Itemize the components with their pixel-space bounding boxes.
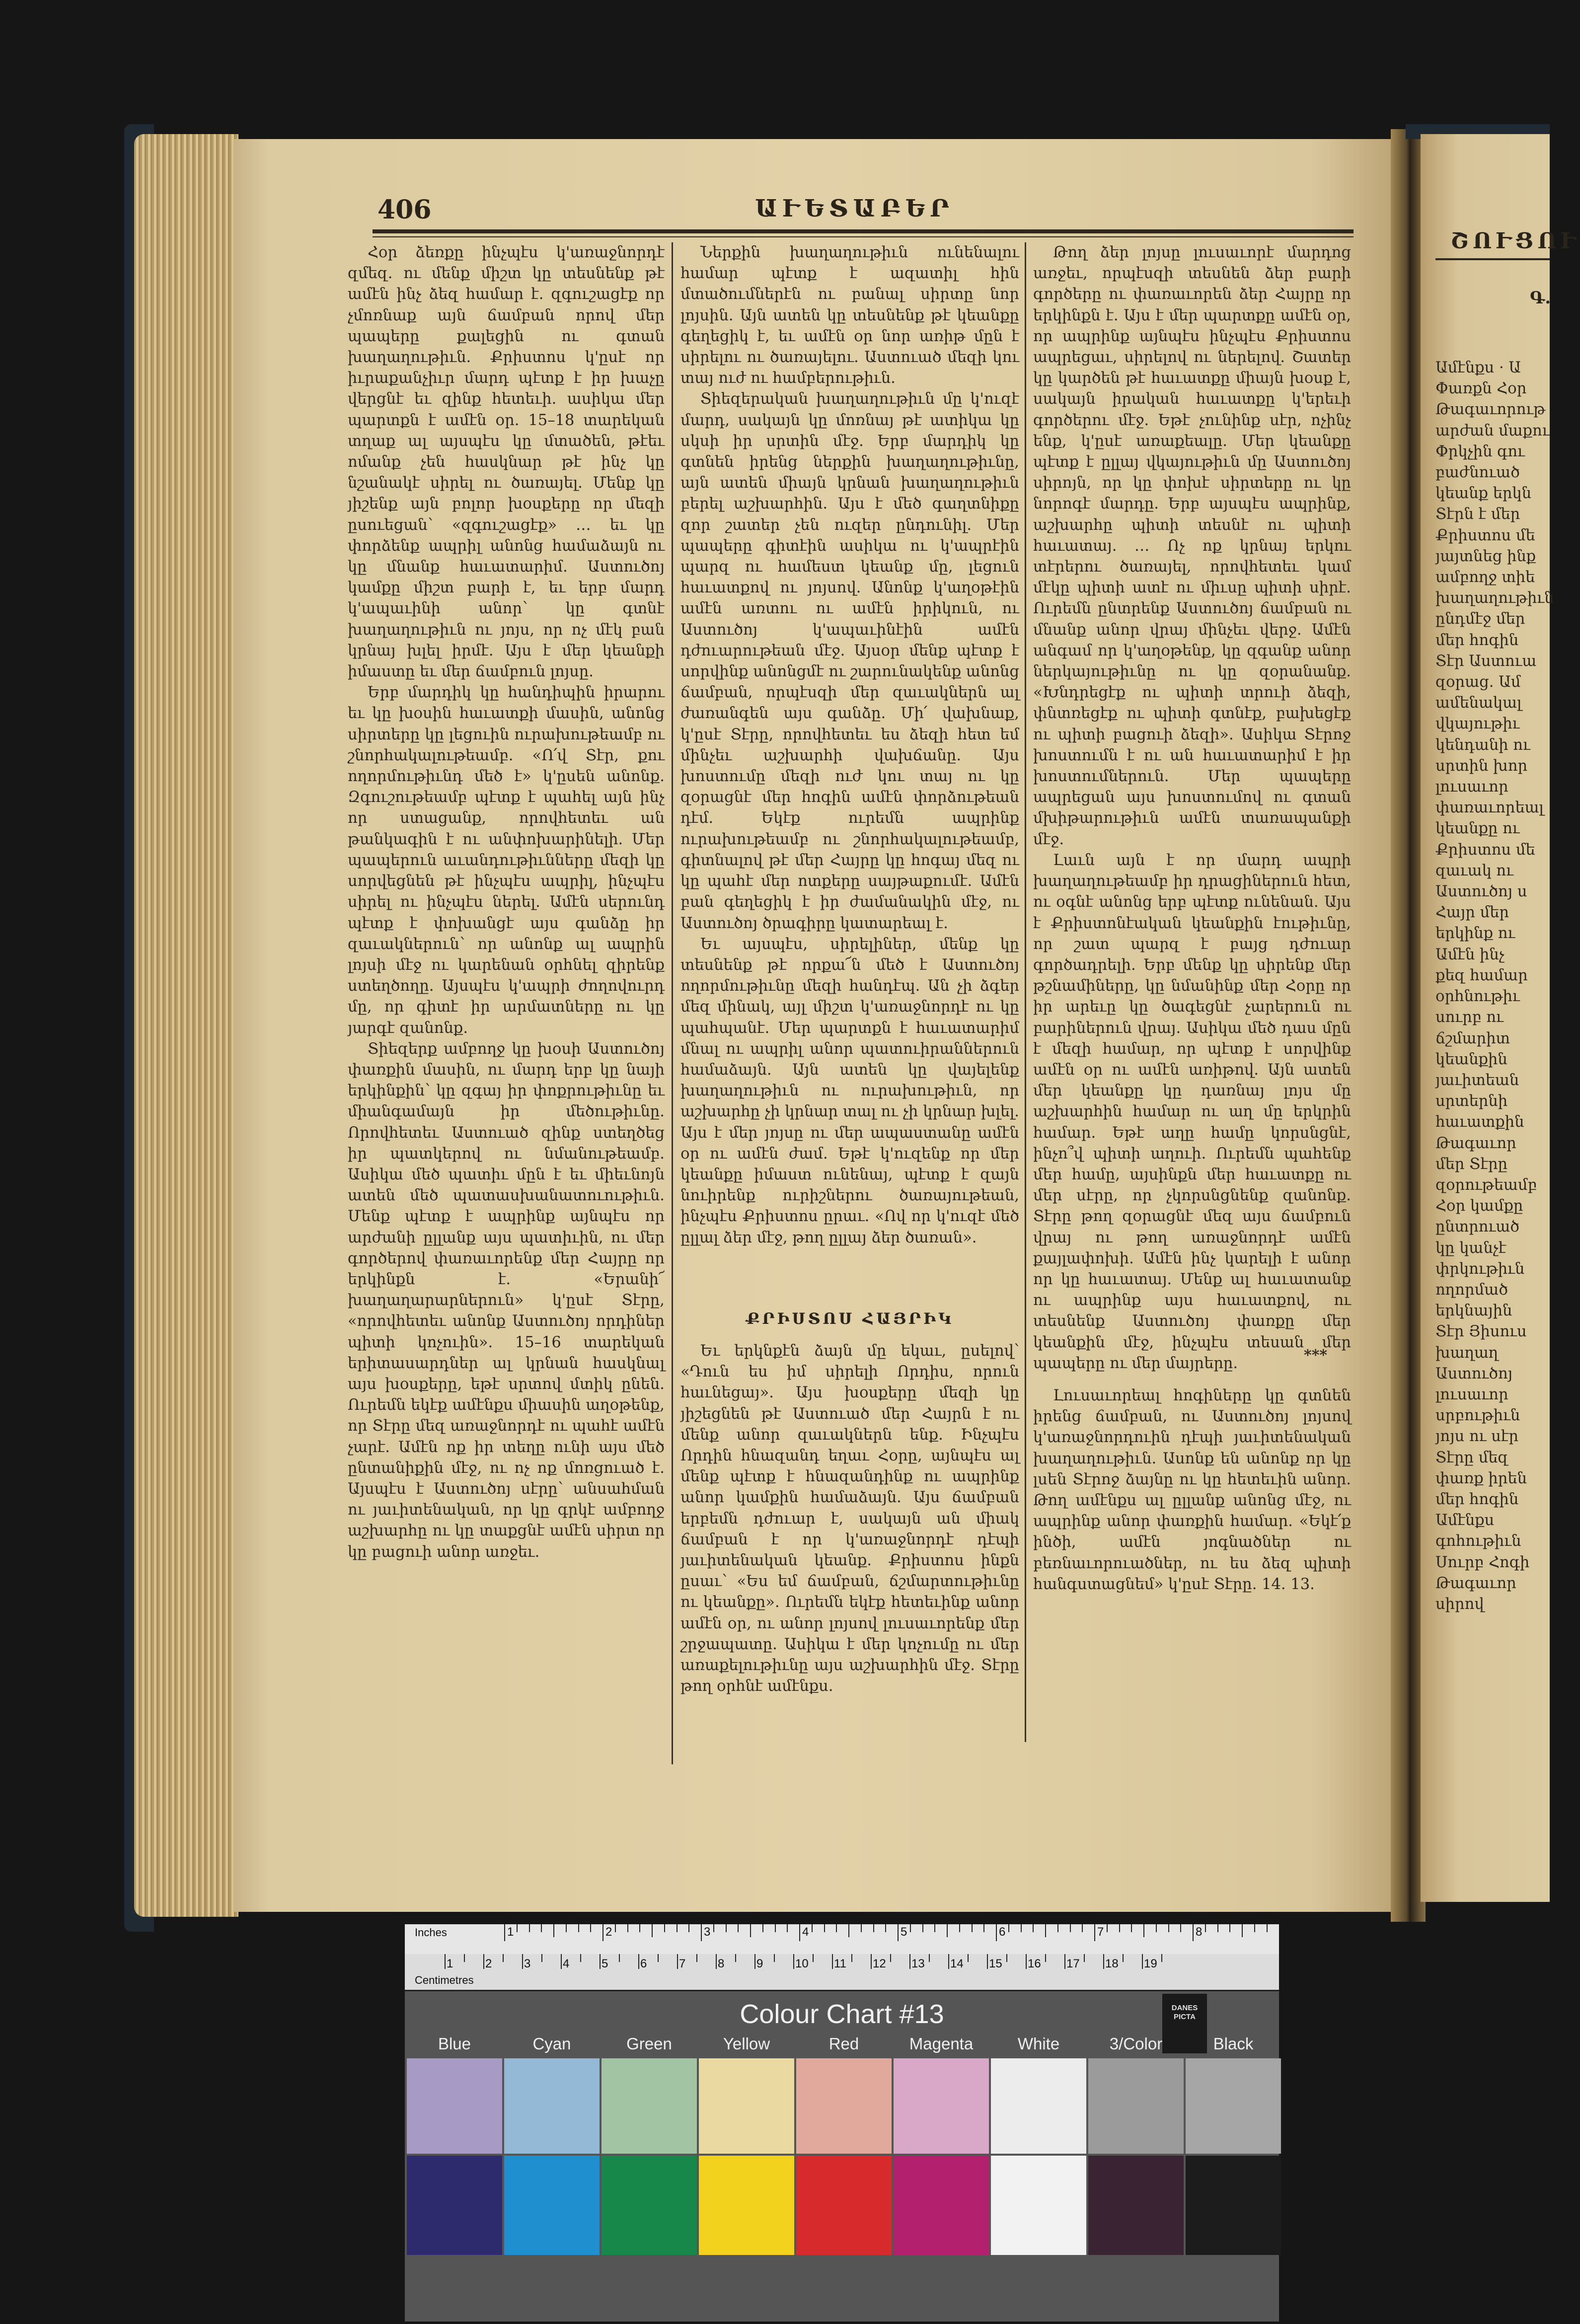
right-page-line: յոյս ու սէր [1435, 1428, 1519, 1446]
paragraph: Թող ձեր լոյսը լուսաւորէ մարդոց առջեւ, որպէսզի տեսնեն ձեր բարի գործերը ու փառաւորեն ձեր Հայրը որ երկինքն է. Այս է մեր պարտքը ամէն օր, որ ապրինք այնպէս ինչպէս Քրիստոս ապրեցաւ, սիրելով ու ներելով. Շատեր կը կարծեն թէ հաւատքը միայն խօսք է, սակայն իրական հաւատքը կ'երեւի գործերու մէջ. Եթէ չունինք սէր, ոչինչ ենք, կ'ըսէ առաքեալը. Մեր կեանքը պէտք է ըլլայ վկայութիւն մը Աստուծոյ սիրոյն, որ կը փոխէ սիրտերը ու կը նորոգէ մարդը. Երբ այսպէս ապրինք, աշխարհը պիտի տեսնէ ու պիտի հաւատայ. … Ոչ ոք կրնայ երկու տէրերու ծառայել, որովհետեւ կամ մէկը պիտի ատէ ու միւսը պիտի սիրէ. Ուրեմն ընտրենք Աստուծոյ ճամբան ու մնանք անոր վրայ մինչեւ վերջ. Ամէն անգամ որ կ'աղօթենք, կը զգանք անոր ներկայութիւնը ու կը զօրանանք. «Խնդրեցէք ու պիտի տրուի ձեզի, փնտռեցէք ու պիտի գտնէք, բախեցէք ու պիտի բացուի ձեզի». Ասիկա Տէրոջ խոստումն է ու ան հաւատարիմ է իր խոստումներուն. Մեր պապերը ապրեցան այս խոստումով ու գտան մխիթարութիւն ամէն տառապանքի մէջ. [1033, 244, 1351, 848]
inch-subtick [885, 1924, 886, 1932]
colour-chart-target [405, 1924, 1279, 2322]
cm-tick [987, 1954, 988, 1969]
inch-subtick [959, 1924, 960, 1932]
colour-chart-title: Colour Chart #13 [740, 1999, 944, 2029]
inch-subtick [873, 1924, 874, 1932]
cm-half-tick [1006, 1954, 1007, 1962]
book-page-edges [134, 134, 238, 1917]
right-page-line: բաժնուած [1435, 464, 1520, 482]
cm-tick-label: 6 [640, 1957, 647, 1970]
swatch-label: Black [1213, 2034, 1254, 2053]
cm-tick [716, 1954, 717, 1969]
inch-subtick [688, 1924, 689, 1932]
cm-tick-label: 5 [602, 1957, 608, 1970]
swatch-label: 3/Color [1109, 2034, 1163, 2053]
inch-subtick [652, 1924, 653, 1937]
inch-subtick [1119, 1924, 1120, 1932]
right-page-line: կեանքը ու [1435, 820, 1520, 838]
right-page-line: Աստուծոյ [1435, 1365, 1513, 1382]
inch-subtick [1033, 1924, 1034, 1932]
inch-subtick [1242, 1924, 1243, 1937]
right-page-line: ընտրուած [1435, 1218, 1519, 1236]
right-page-line: Թագաւորութ [1435, 401, 1546, 419]
swatch-solid [407, 2156, 502, 2255]
cm-tick [948, 1954, 949, 1969]
right-page-line: կը կանչէ [1435, 1239, 1506, 1257]
cm-half-tick [541, 1954, 542, 1962]
right-page-line: սրտերնի [1435, 1092, 1508, 1110]
paragraph: Հօր ձեռքը ինչպէս կ'առաջնորդէ զմեզ. ու մենք միշտ կը տեսնենք թէ ամէն ինչ ձեզ համար է. զգուշացէք որ չմոռնաք այն ճամբան որով մեր պապերը քալեցին ու գտան խաղաղութիւն. Քրիստոս կ'ըսէ որ իւրաքանչիւր մարդ պէտք է իր խաչը վերցնէ եւ զինք հետեւի. ասիկա մեր պարտքն է ամէն օր. 15–18 տարեկան տղաք ալ այսպէս կը մտածեն, թէեւ ոմանք չեն հասկնար թէ ինչ կը նշանակէ սիրել ու ծառայել. Մենք կը յիշենք այն բոլոր խօսքերը որ մեզի ըսուեցան՝ «զգուշացէք» … եւ կը փորձենք ապրիլ անոնց համաձայն ու կը մնանք հաւատարիմ. Աստուծոյ կամքը միշտ բարի է, եւ երբ մարդ կ'ապաւինի անոր՝ կը գտնէ խաղաղութիւն ու յոյս, որ ոչ մէկ բան կրնայ խլել իրմէ. Այս է մեր կեանքի իմաստը եւ մեր ճամբուն լոյսը. [348, 244, 665, 681]
cm-half-tick [580, 1954, 581, 1962]
cm-half-tick [1123, 1954, 1124, 1962]
inch-subtick [541, 1924, 542, 1932]
right-page-line: Աստուծոյ ս [1435, 883, 1527, 901]
inch-subtick [1131, 1924, 1132, 1932]
right-page-line: զօրութեամբ [1435, 1176, 1537, 1194]
paragraph: Երբ մարդիկ կը հանդիպին իրարու եւ կը խօսին հաւատքի մասին, անոնց սիրտերը կը լեցուին ուրախութեամբ ու շնորհակալութեամբ. «Ո՛վ Տէր, քու ողորմութիւնդ մեծ է» կ'ըսեն անոնք. Զգուշութեամբ պէտք է պահել այն ինչ որ ստացանք, որովհետեւ ան թանկագին է ու անփոխարինելի. Մեր պապերուն աւանդութիւնները մեզի կը սորվեցնեն թէ ինչպէս ապրիլ, ինչպէս սիրել ու ինչպէս ներել. Ամէն սերունդ պէտք է փոխանցէ այս գանձը իր զաւակներուն՝ որ անոնք ալ ապրին լոյսի մէջ ու կարենան օրհնել զիրենք ստեղծողը. Այսպէս կ'ապրի ժողովուրդ մը, որ գիտէ իր արմատները ու կը յարգէ զանոնք. [348, 684, 665, 1037]
right-page-line: սրբութիւն [1435, 1407, 1520, 1425]
swatch-solid [1088, 2156, 1184, 2255]
column-rule-1 [672, 242, 673, 1764]
inch-subtick [627, 1924, 628, 1932]
right-page-line: երկինք ու [1435, 925, 1515, 943]
cm-tick-label: 1 [447, 1957, 453, 1970]
right-page-line: խաղաղ [1435, 1344, 1499, 1362]
inch-tick [996, 1924, 997, 1941]
right-page-line: զաւակ ու [1435, 862, 1513, 879]
cm-half-tick [890, 1954, 891, 1962]
right-page-line: Ամէնքս [1435, 1512, 1495, 1529]
column-rule-2 [1025, 242, 1026, 1742]
inch-subtick [824, 1924, 825, 1932]
paragraph: Լուսաւորեալ հոգիները կը գտնեն իրենց ճամբան, ու Աստուծոյ լոյսով կ'առաջնորդուին դէպի յաւիտենական խաղաղութիւն. Ասոնք են անոնք որ կը լսեն Տէրոջ ձայնը ու կը հետեւին անոր. Թող ամէնքս ալ ըլլանք անոնց մէջ, ու ապրինք անոր փառքին համար. «Եկէ՛ք ինծի, ամէն յոգնածներ ու բեռնաւորուածներ, ու ես ձեզ պիտի հանգստացնեմ» կ'ըսէ Տէրը. 14. 13. [1033, 1387, 1351, 1593]
right-page-line: յայտնեց ինք [1435, 547, 1536, 565]
inch-subtick [1229, 1924, 1230, 1932]
inch-subtick [836, 1924, 837, 1932]
inch-subtick [910, 1924, 911, 1932]
cm-tick-label: 2 [485, 1957, 492, 1970]
cm-half-tick [1084, 1954, 1085, 1962]
text-column-2-continued [680, 1341, 1019, 1758]
right-page-line: ընդմէջ մեր [1435, 610, 1525, 628]
inch-subtick [738, 1924, 739, 1932]
right-page-line: Թագաւոր [1435, 1574, 1516, 1592]
swatch-light [602, 2058, 697, 2154]
swatch-label: White [1017, 2034, 1060, 2053]
swatch-label: Green [626, 2034, 672, 2053]
right-page-line: Տէր Աստուա [1435, 652, 1537, 670]
cm-tick [1064, 1954, 1065, 1969]
right-page-column [1435, 358, 1554, 1847]
inches-label: Inches [415, 1926, 447, 1939]
inch-subtick [1254, 1924, 1255, 1932]
right-page-sub: Գ. [1530, 288, 1551, 308]
cm-tick [600, 1954, 601, 1969]
paragraph: Տիեզերք ամբողջ կը խօսի Աստուծոյ փառքին մասին, ու մարդ երբ կը նայի երկինքին՝ կը զգայ իր փոքրութիւնը եւ միանգամայն իր մեծութիւնը. Որովհետեւ Աստուած զինք ստեղծեց իր պատկերով ու նմանութեամբ. Ասիկա մեծ պատիւ մըն է եւ միեւնոյն ատեն մեծ պատասխանատուութիւն. Մենք պէտք է ապրինք այնպէս որ արժանի ըլլանք այս պատիւին, ու մեր գործերով փառաւորենք մեր Հայրը որ երկինքն է. «Երանի՜ խաղաղարարներուն» կ'ըսէ Տէրը, «որովհետեւ անոնք Աստուծոյ որդիներ պիտի կոչուին». 15–16 տարեկան երիտասարդներ ալ կրնան հասկնալ այս խօսքերը, եթէ սրտով մտիկ ընեն. Ուրեմն եկէք ամէնքս միասին աղօթենք, որ Տէրը մեզ առաջնորդէ ու պահէ ամէն չարէ. Ամէն ոք իր տեղը ունի այս մեծ ընտանիքին մէջ, ու ոչ ոք մոռցուած է. Այսպէս է Աստուծոյ սէրը՝ անսահման ու յաւիտենական, որ կը գրկէ ամբողջ աշխարհը ու կը տաքցնէ ամէն սիրտ որ կը բացուի անոր առջեւ. [348, 1040, 665, 1561]
cm-tick-label: 4 [563, 1957, 570, 1970]
swatch-light [894, 2058, 989, 2154]
swatch-solid [894, 2156, 989, 2255]
right-page-line: Տէր Յիսուս [1435, 1323, 1527, 1341]
right-page-line: Քրիստոս մե [1435, 841, 1535, 859]
swatch-solid [504, 2156, 600, 2255]
right-page-line: հաւատքին [1435, 1113, 1524, 1131]
cm-tick-label: 19 [1144, 1957, 1157, 1970]
right-page-line: մեր հոգին [1435, 1490, 1519, 1508]
text-column-1 [348, 242, 665, 1759]
right-page-running-head: ՇՈՒՑՈՒ [1450, 228, 1580, 254]
inch-subtick [639, 1924, 640, 1932]
right-page-line: կեանք երկն [1435, 485, 1532, 503]
right-page-line: սիրով [1435, 1595, 1484, 1613]
swatch-light [504, 2058, 600, 2154]
inch-tick-label: 3 [704, 1925, 711, 1939]
right-page-line: մեր հոգին [1435, 631, 1519, 649]
inch-tick-label: 1 [507, 1925, 514, 1939]
inch-subtick [1205, 1924, 1206, 1932]
cm-tick-label: 8 [718, 1957, 725, 1970]
inch-subtick [590, 1924, 591, 1932]
swatch-label: Magenta [909, 2034, 974, 2053]
cm-tick-label: 9 [756, 1957, 763, 1970]
cm-half-tick [851, 1954, 852, 1962]
inch-subtick [1168, 1924, 1169, 1932]
centimetre-ruler [405, 1954, 1279, 1991]
inch-subtick [713, 1924, 714, 1932]
cm-tick-label: 10 [795, 1957, 809, 1970]
right-page-line: Ամէն ինչ [1435, 945, 1505, 963]
inch-subtick [861, 1924, 862, 1932]
section-heading: ՔՐԻՍՏՈՍ ՀԱՅՐԻԿ [746, 1310, 954, 1328]
cm-half-tick [929, 1954, 930, 1962]
header-rule [373, 229, 1354, 233]
text-column-2 [680, 242, 1019, 1301]
centimetres-label: Centimetres [415, 1974, 474, 1986]
inch-tick [602, 1924, 603, 1941]
cm-tick [754, 1954, 755, 1969]
inch-subtick [1180, 1924, 1181, 1932]
cm-tick [832, 1954, 833, 1969]
inch-subtick [578, 1924, 579, 1932]
inch-subtick [1267, 1924, 1268, 1932]
inch-tick-label: 5 [901, 1925, 907, 1939]
cm-half-tick [658, 1954, 659, 1962]
cm-half-tick [813, 1954, 814, 1962]
cm-tick-label: 16 [1028, 1957, 1041, 1970]
inch-subtick [1045, 1924, 1046, 1937]
cm-tick [1026, 1954, 1027, 1969]
inch-subtick [848, 1924, 849, 1937]
inch-subtick [1008, 1924, 1009, 1932]
paragraph: Ներքին խաղաղութիւն ունենալու համար պէտք է ազատիլ հին մտածումներէն ու բանալ սիրտը նոր լոյսին. Այն ատեն կը տեսնենք թէ կեանքը գեղեցիկ է, եւ ամէն օր նոր առիթ մըն է սիրելու ու ծառայելու. Աստուած մեզի կու տայ ուժ ու համբերութիւն. [680, 244, 1019, 387]
cm-tick-label: 7 [679, 1957, 686, 1970]
inch-subtick [1021, 1924, 1022, 1932]
inch-subtick [529, 1924, 530, 1932]
right-page-line: վկայութիւ [1435, 715, 1520, 733]
paragraph: Լաւն այն է որ մարդ ապրի խաղաղութեամբ իր դրացիներուն հետ, ու օգնէ անոնց երբ պէտք ունենան. Այս է Քրիստոնէական կեանքին էութիւնը, որ շատ պարզ է բայց դժուար գործադրելի. Երբ մենք կը սիրենք մեր թշնամիները, կը նմանինք մեր Հօրը որ իր արեւը կը ծագեցնէ չարերուն ու բարիներուն վրայ. Ասիկա մեծ դաս մըն է մեզի համար, որ պէտք է սորվինք ամէն օր ու ամէն առիթով. Այն ատեն մեր կեանքը կը դառնայ լոյս մը աշխարհին համար ու աղ մը երկրին համար. Եթէ աղը համը կորսնցնէ, ինչո՞վ պիտի աղուի. Ուրեմն պահենք մեր համը, այսինքն մեր հաւատքը ու մեր սէրը, որ չկորսնցնենք զանոնք. Տէրը թող զօրացնէ մեզ այս ճամբուն վրայ ու թող առաջնորդէ ամէն քայլափոխի. Ամէն ինչ կարելի է անոր որ կը հաւատայ. Մենք ալ հաւատանք ու ապրինք այս հաւատքով, ու տեսնենք Աստուծոյ փառքը մեր կեանքին մէջ, ինչպէս տեսան մեր պապերը ու մեր մայրերը. [1033, 851, 1351, 1372]
swatch-light [796, 2058, 892, 2154]
right-page-line: երկնային [1435, 1302, 1512, 1320]
inch-subtick [615, 1924, 616, 1932]
inch-subtick [1156, 1924, 1157, 1932]
swatch-label: Blue [438, 2034, 471, 2053]
right-page-line: ամենակալ [1435, 694, 1522, 712]
cm-tick-label: 14 [950, 1957, 964, 1970]
right-page-line: Թագաւոր [1435, 1134, 1516, 1152]
cm-tick [561, 1954, 562, 1969]
inch-tick-label: 2 [605, 1925, 612, 1939]
cm-tick [909, 1954, 910, 1969]
inch-subtick [972, 1924, 973, 1932]
swatch-light [1088, 2058, 1184, 2154]
right-page-line: ամբողջ տիե [1435, 569, 1535, 586]
right-page-line: լուսաւոր [1435, 1385, 1508, 1403]
right-page-line: Քրիստոս մե [1435, 526, 1535, 544]
swatch-light [407, 2058, 502, 2154]
swatch-label: Yellow [723, 2034, 770, 2053]
inch-tick-label: 7 [1097, 1925, 1104, 1939]
right-page-line: մեր Տէրը [1435, 1155, 1508, 1173]
swatch-label: Cyan [532, 2034, 571, 2053]
cm-tick [793, 1954, 794, 1969]
cm-tick-label: 12 [873, 1957, 886, 1970]
swatch-label: Red [828, 2034, 859, 2053]
inch-subtick [664, 1924, 665, 1932]
paragraph: Եւ այսպէս, սիրելիներ, մենք կը տեսնենք թէ որքա՜ն մեծ է Աստուծոյ ողորմութիւնը մեզի հանդէպ. Ան չի ձգեր մեզ մինակ, այլ միշտ կ'առաջնորդէ ու կը պահպանէ. Մեր պարտքն է հաւատարիմ մնալ ու ապրիլ անոր պատուիրաններուն համաձայն. Այն ատեն կը վայելենք խաղաղութիւն ու ուրախութիւն, որ աշխարհը չի կրնար տալ ու չի կրնար խլել. Այս է մեր յոյսը ու մեր ապաստանը ամէն օր ու ամէն ժամ. Եթէ կ'ուզենք որ մեր կեանքը իմաստ ունենայ, պէտք է զայն նուիրենք ուրիշներու ծառայութեան, ինչպէս Քրիստոս ըրաւ. «Ով որ կ'ուզէ մեծ ըլլալ ձեր մէջ, թող ըլլայ ձեր ծառան». [680, 935, 1019, 1246]
inch-subtick [566, 1924, 567, 1932]
right-page-line: քեզ համար [1435, 966, 1528, 984]
text-column-3 [1033, 242, 1351, 1372]
swatch-solid [991, 2156, 1086, 2255]
right-page-line: Սուրբ Հոգի [1435, 1553, 1530, 1571]
right-page-line: փառաւորեալ [1435, 799, 1544, 817]
cm-tick-label: 18 [1105, 1957, 1119, 1970]
right-page-line: կենդանի ու [1435, 736, 1530, 754]
right-page-line: սրտին խոր [1435, 757, 1528, 775]
right-page-line: Տէրն է մեր [1435, 506, 1520, 523]
inch-subtick [812, 1924, 813, 1932]
cm-half-tick [1161, 1954, 1162, 1962]
inch-subtick [1217, 1924, 1218, 1932]
right-page-line: Տէրը մեզ [1435, 1449, 1508, 1466]
cm-half-tick [464, 1954, 465, 1962]
inch-subtick [934, 1924, 935, 1932]
cm-half-tick [503, 1954, 504, 1962]
text-column-3-closing [1033, 1385, 1351, 1595]
right-page-line: լուսաւոր [1435, 778, 1508, 796]
cm-half-tick [1045, 1954, 1046, 1962]
cm-tick [638, 1954, 639, 1969]
inch-subtick [787, 1924, 788, 1932]
cm-half-tick [735, 1954, 736, 1962]
right-page-line: կեանքին [1435, 1050, 1507, 1068]
cm-tick-label: 15 [989, 1957, 1002, 1970]
swatch-light [699, 2058, 794, 2154]
paragraph: Եւ երկնքէն ձայն մը եկաւ, ըսելով՝ «Դուն ես իմ սիրելի Որդիս, որուն հաւնեցայ». Այս խօսքերը մեզի կը յիշեցնեն թէ Աստուած մեր Հայրն է ու մենք անոր զաւակներն ենք. Ինչպէս Որդին հնազանդ եղաւ Հօրը, այնպէս ալ մենք պէտք է հնազանդինք ու ապրինք անոր կամքին համաձայն. Այս ճամբան երբեմն դժուար է, սակայն ան միակ ճամբան է որ կ'առաջնորդէ դէպի յաւիտենական կեանք. Քրիստոս ինքն ըսաւ՝ «Ես եմ ճամբան, ճշմարտութիւնը ու կեանքը». Ուրեմն եկէք հետեւինք անոր ամէն օր, ու անոր լոյսով լուսաւորենք մեր շրջապատը. Ասիկա է մեր կոչումը ու մեր առաքելութիւնը այս աշխարհին մէջ. Տէրը թող օրհնէ ամէնքս. [680, 1342, 1019, 1695]
inch-subtick [947, 1924, 948, 1937]
cm-tick [445, 1954, 446, 1969]
cm-half-tick [619, 1954, 620, 1962]
logo-text: DANES PICTA [1171, 2004, 1198, 2021]
inch-tick [1094, 1924, 1095, 1941]
inch-subtick [775, 1924, 776, 1932]
inch-tick [701, 1924, 702, 1941]
cm-tick [1142, 1954, 1143, 1969]
cm-tick [1103, 1954, 1104, 1969]
cm-tick [483, 1954, 484, 1969]
inch-subtick [983, 1924, 984, 1932]
header-rule-thin [373, 236, 1354, 237]
right-page-line: Հօր կամքը [1435, 1197, 1523, 1215]
right-page-line: ճշմարիտ [1435, 1029, 1510, 1047]
right-page-line: խաղաղութիւն [1435, 589, 1554, 607]
inch-subtick [922, 1924, 923, 1932]
cm-tick-label: 3 [524, 1957, 531, 1970]
swatch-solid [796, 2156, 892, 2255]
page-number: 406 [377, 195, 432, 225]
cm-half-tick [774, 1954, 775, 1962]
right-page-rule [1435, 258, 1550, 260]
inch-subtick [1082, 1924, 1083, 1932]
cm-tick-label: 17 [1066, 1957, 1080, 1970]
swatch-light [991, 2058, 1086, 2154]
inch-tick [504, 1924, 505, 1941]
right-page-line: Հայր մեր [1435, 904, 1509, 922]
inch-tick-label: 8 [1196, 1925, 1203, 1939]
right-page-line: ողորմած [1435, 1281, 1508, 1299]
cm-half-tick [968, 1954, 969, 1962]
right-page-line: զօրաց. Ամ [1435, 673, 1521, 691]
inch-subtick [1143, 1924, 1144, 1937]
right-page-line: փառք իրեն [1435, 1469, 1527, 1487]
section-divider-stars: *** [1304, 1347, 1328, 1364]
cm-tick-label: 13 [911, 1957, 925, 1970]
right-page-line: օրհնութիւ [1435, 988, 1520, 1006]
right-page-line: յաւիտեան [1435, 1071, 1519, 1089]
inch-subtick [762, 1924, 763, 1932]
swatch-solid [1186, 2156, 1281, 2255]
right-page-line: փրկութիւն [1435, 1260, 1525, 1278]
inch-subtick [750, 1924, 751, 1937]
paragraph: Տիեզերական խաղաղութիւն մը կ'ուզէ մարդ, սակայն կը մոռնայ թէ ատիկա կը սկսի իր սրտին մէջ. Երբ մարդիկ կը գտնեն իրենց ներքին խաղաղութիւնը, այն ատեն միայն կրնան խաղաղութիւն բերել աշխարհին. Այս է մեծ գաղտնիքը զոր շատեր չեն ուզեր ընդունիլ. Մեր պապերը գիտէին ասիկա ու կ'ապրէին պարզ ու համեստ կեանք մը, լեցուն հաւատքով ու յոյսով. Անոնք կ'աղօթէին ամէն առտու ու ամէն իրիկուն, ու Աստուծոյ կ'ապաւինէին ամէն դժուարութեան մէջ. Այսօր մենք պէտք է սորվինք անոնցմէ ու շարունակենք անոնց ճամբան, որպէսզի մեր զաւակներն ալ ժառանգեն այս գանձը. Մի՛ վախնաք, կ'ըսէ Տէրը, որովհետեւ ես ձեզի հետ եմ մինչեւ աշխարհի վախճանը. Այս խոստումը մեզի ուժ կու տայ ու կը զօրացնէ մեր հոգին ամէն փորձութեան դէմ. Եկէք ուրեմն ապրինք ուրախութեամբ ու շնորհակալութեամբ, գիտնալով թէ մեր Հայրը կը հոգայ մեզ ու կը պահէ մեր ոտքերը սայթաքումէ. Ամէն բան գեղեցիկ է իր ժամանակին մէջ, ու Աստուծոյ ծրագիրը կատարեալ է. [680, 390, 1019, 932]
inch-ruler [405, 1924, 1279, 1954]
right-page-line: Փրկչին գու [1435, 442, 1525, 460]
inch-subtick [1057, 1924, 1058, 1932]
swatch-solid [602, 2156, 697, 2255]
inch-subtick [726, 1924, 727, 1932]
inch-tick [1193, 1924, 1194, 1941]
inch-subtick [1070, 1924, 1071, 1932]
right-page-line: արժան մաքու [1435, 422, 1550, 439]
swatch-solid [699, 2156, 794, 2255]
inch-subtick [1107, 1924, 1108, 1932]
cm-tick-label: 11 [834, 1957, 846, 1970]
cm-tick [677, 1954, 678, 1969]
inch-tick [799, 1924, 800, 1941]
running-head: ԱՒԵՏԱԲԵՐ [755, 195, 954, 222]
cm-half-tick [696, 1954, 697, 1962]
right-page-line: գոհութիւն [1435, 1532, 1521, 1550]
right-page-line: սուրբ ու [1435, 1009, 1504, 1026]
inch-subtick [517, 1924, 518, 1932]
right-page-line: Ամէնքս · Ա [1435, 359, 1521, 376]
inch-tick-label: 6 [999, 1925, 1006, 1939]
cm-tick [522, 1954, 523, 1969]
swatch-light [1186, 2058, 1281, 2154]
inch-tick-label: 4 [802, 1925, 809, 1939]
inch-tick [898, 1924, 899, 1941]
inch-subtick [553, 1924, 554, 1937]
right-page-line: Փառքն Հօր [1435, 380, 1527, 398]
cm-tick [871, 1954, 872, 1969]
